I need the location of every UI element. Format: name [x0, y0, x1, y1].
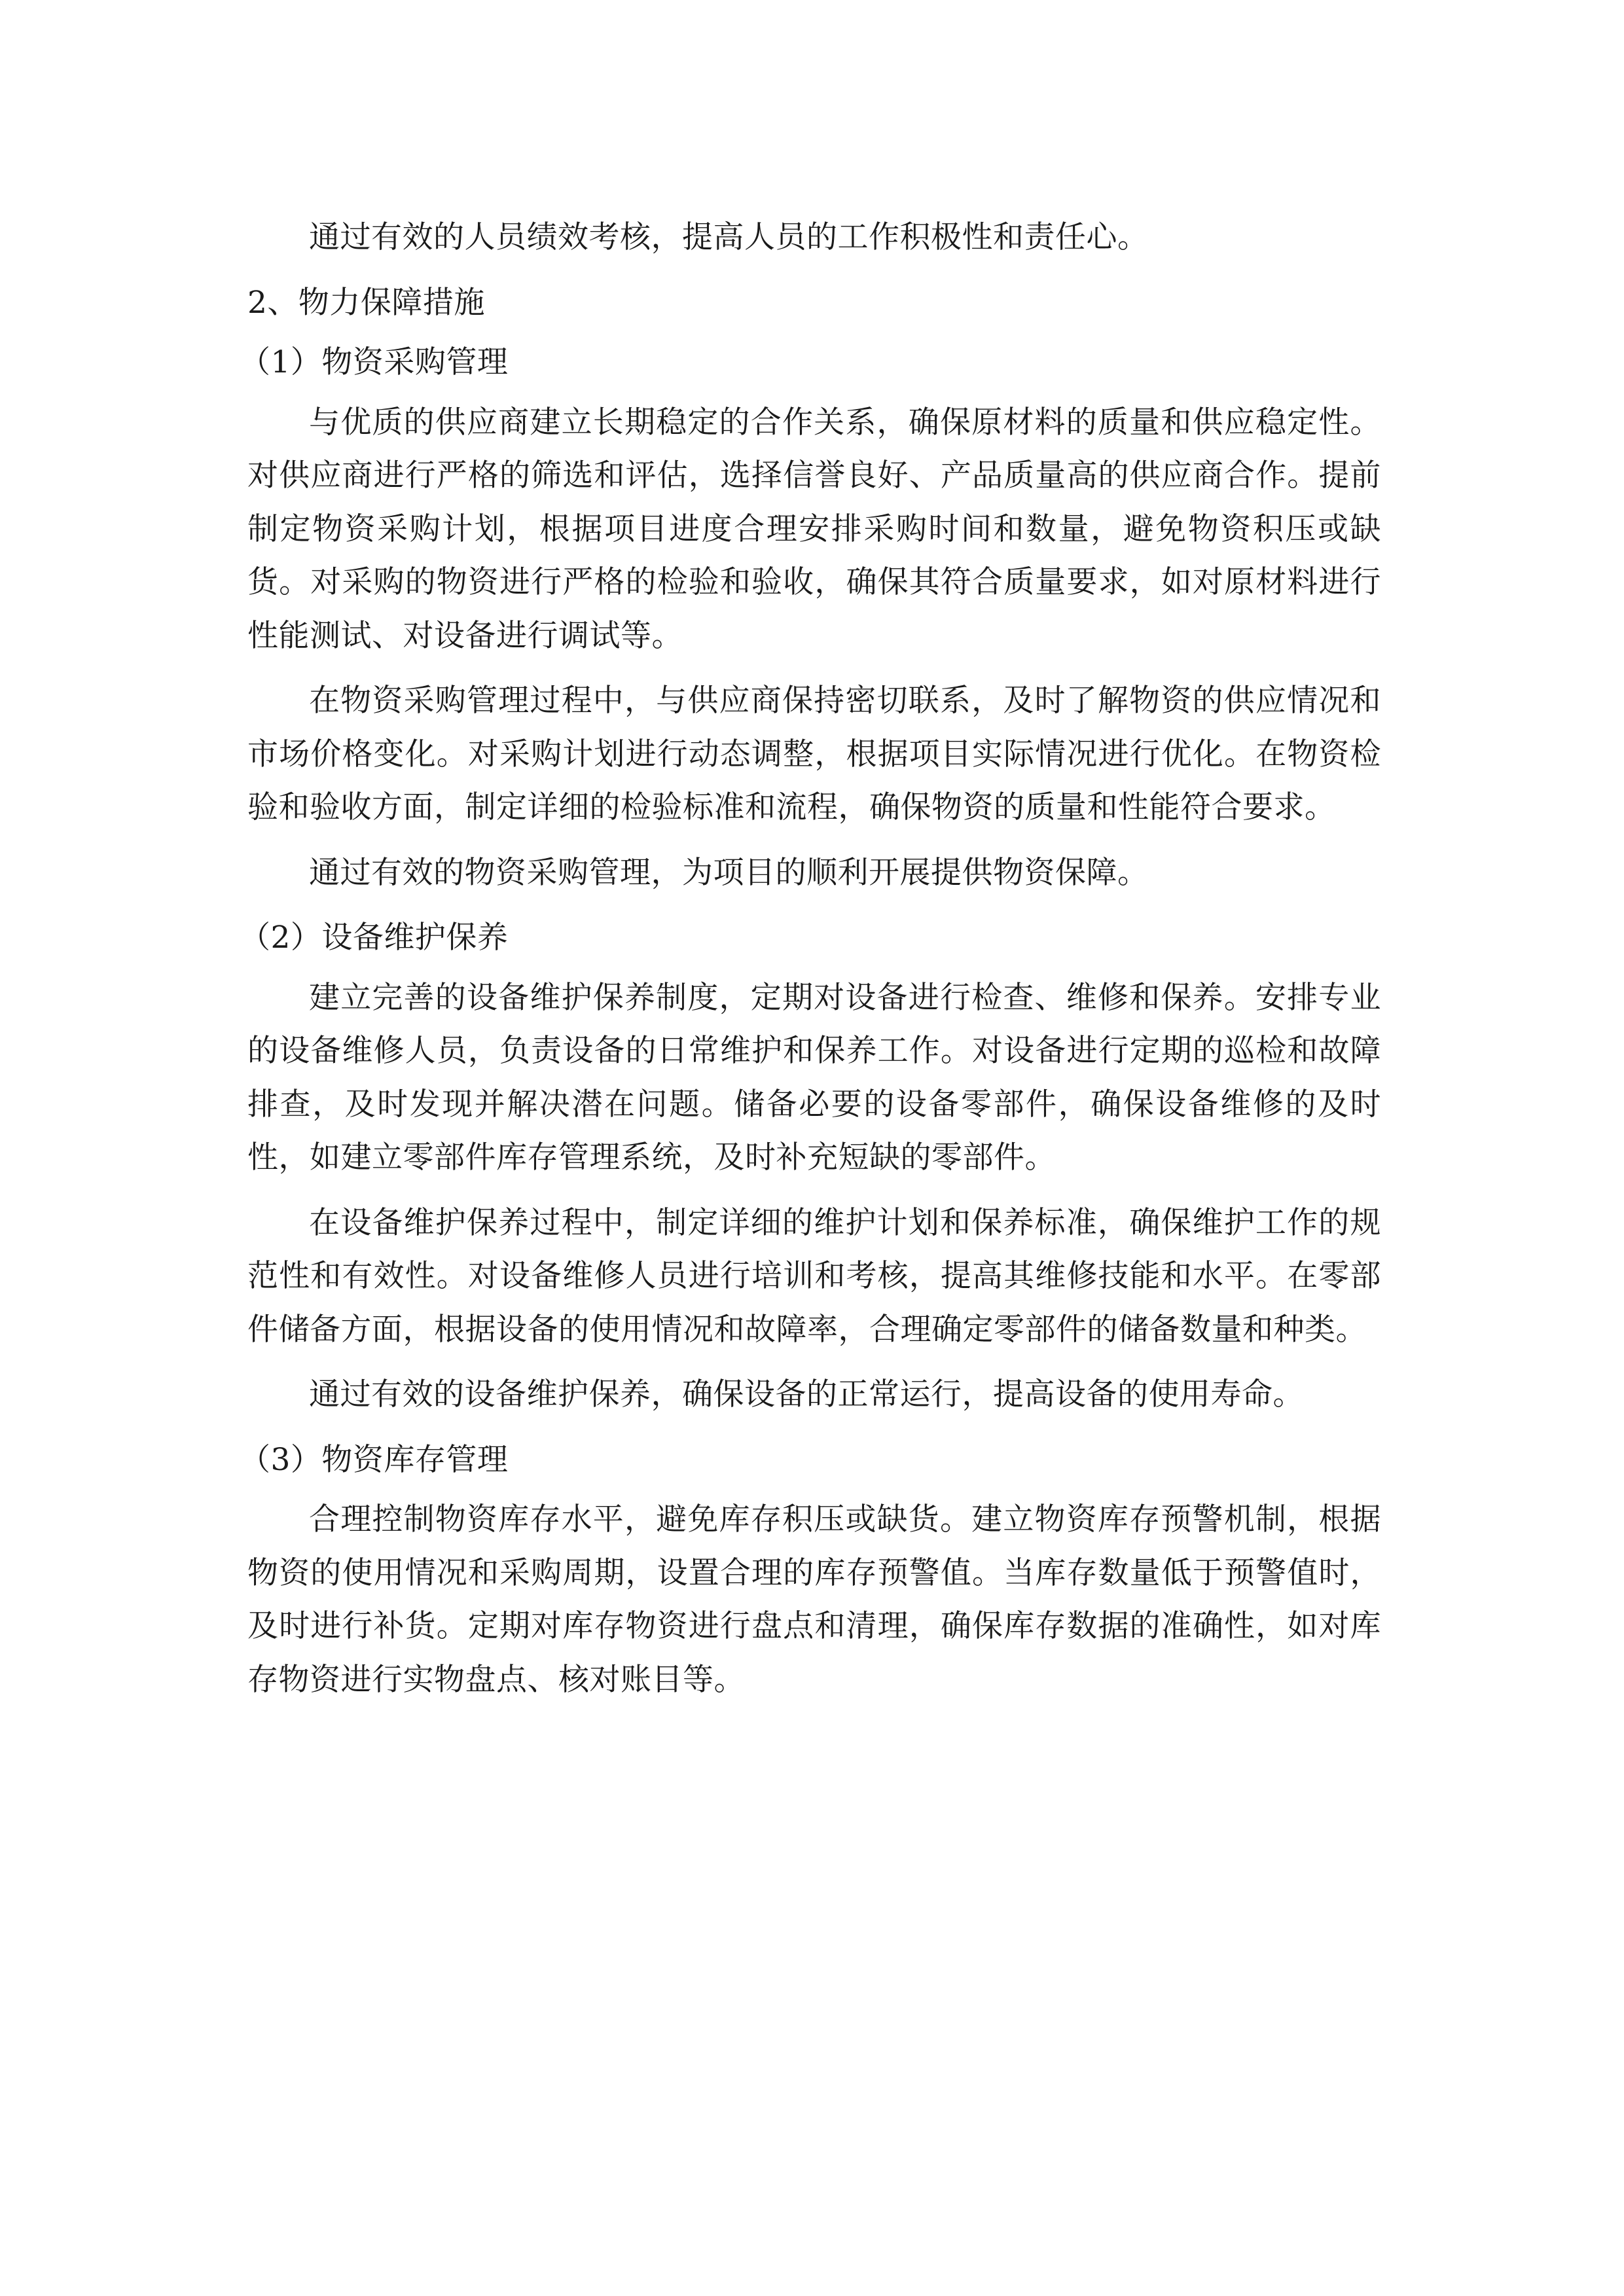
document-body [240, 211, 1381, 1718]
subheading-procurement: （1）物资采购管理 [240, 344, 509, 380]
paragraph-inventory-1: 合理控制物资库存水平，避免库存积压或缺货。建立物资库存预警机制，根据物资的使用情况和采购周期，设置合理的库存预警值。当库存数量低于预警值时，及时进行补货。定期对库存物资进行盘点和清理，确保库存数据的准确性，如对库存物资进行实物盘点、核对账目等。 [247, 1501, 1381, 1698]
paragraph-procurement-2: 在物资采购管理过程中，与供应商保持密切联系，及时了解物资的供应情况和市场价格变化。对采购计划进行动态调整，根据项目实际情况进行优化。在物资检验和验收方面，制定详细的检验标准和流程，确保物资的质量和性能符合要求。 [247, 683, 1381, 825]
paragraph-maintenance-2: 在设备维护保养过程中，制定详细的维护计划和保养标准，确保维护工作的规范性和有效性。对设备维修人员进行培训和考核，提高其维修技能和水平。在零部件储备方面，根据设备的使用情况和故障率，合理确定零部件的储备数量和种类。 [247, 1204, 1381, 1348]
paragraph-procurement-3: 通过有效的物资采购管理，为项目的顺利开展提供物资保障。 [309, 854, 1149, 891]
paragraph-procurement-1: 与优质的供应商建立长期稳定的合作关系，确保原材料的质量和供应稳定性。对供应商进行严格的筛选和评估，选择信誉良好、产品质量高的供应商合作。提前制定物资采购计划，根据项目进度合理安排采购时间和数量，避免物资积压或缺货。对采购的物资进行严格的检验和验收，确保其符合质量要求，如对原材料进行性能测试、对设备进行调试等。 [247, 404, 1381, 654]
subheading-equipment-maintenance: （2）设备维护保养 [240, 920, 509, 956]
subheading-inventory: （3）物资库存管理 [240, 1441, 509, 1478]
section-heading-material-support: 2、物力保障措施 [247, 284, 485, 321]
paragraph-maintenance-3: 通过有效的设备维护保养，确保设备的正常运行，提高设备的使用寿命。 [309, 1376, 1304, 1412]
paragraph-personnel-evaluation: 通过有效的人员绩效考核，提高人员的工作积极性和责任心。 [309, 219, 1149, 255]
paragraph-maintenance-1: 建立完善的设备维护保养制度，定期对设备进行检查、维修和保养。安排专业的设备维修人员，负责设备的日常维护和保养工作。对设备进行定期的巡检和故障排查，及时发现并解决潜在问题。储备必要的设备零部件，确保设备维修的及时性，如建立零部件库存管理系统，及时补充短缺的零部件。 [247, 979, 1381, 1175]
